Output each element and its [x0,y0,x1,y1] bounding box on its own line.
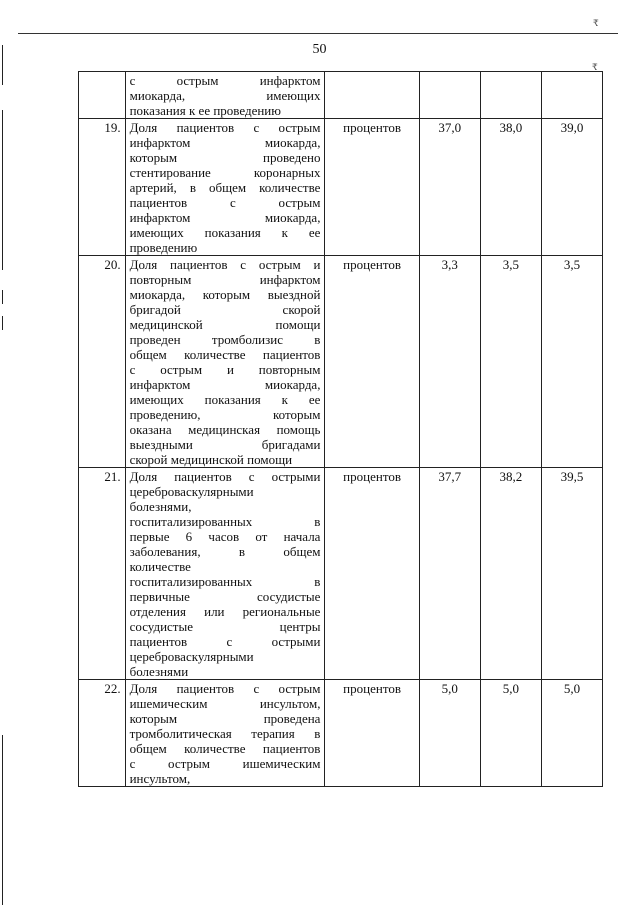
corner-mark: ₹ [593,18,599,28]
value-cell-v2: 3,5 [480,256,541,468]
scan-edge-mark [2,45,3,85]
value-cell-v2: 38,2 [480,468,541,680]
indicator-name-line: первичные сосудистые [129,589,321,604]
indicator-name-line: инсультом, [129,771,191,786]
indicator-name-line: цереброваскулярными [129,649,254,664]
indicator-name-line: выездными бригадами [129,437,321,452]
indicator-name [125,680,325,787]
header-rule [18,33,618,34]
scan-edge-mark [2,316,3,330]
indicator-name [125,256,325,468]
indicator-name [125,72,325,119]
unit-cell [325,72,419,119]
value-cell-v2: 38,0 [480,119,541,256]
unit-cell: процентов [325,468,419,680]
value-cell-v2: 5,0 [480,680,541,787]
indicator-name-line: показания к ее проведению [129,103,281,118]
indicator-name-line: которым проведена [129,711,321,726]
indicator-name-line: оказана медицинская помощь [129,422,321,437]
indicator-name [125,468,325,680]
value-cell-v1 [419,72,480,119]
indicator-name-line: инфарктом миокарда, [129,135,321,150]
page-number: 50 [312,42,327,57]
row-number: 22. [79,680,126,787]
indicator-name-line: цереброваскулярными [129,484,254,499]
indicator-name-line: госпитализированных в [129,514,321,529]
indicator-name-line: общем количестве пациентов [129,347,321,362]
indicator-name-line: первые 6 часов от начала [129,529,321,544]
indicator-name-line: Доля пациентов с острым [129,120,321,135]
table-row [79,72,603,119]
scan-edge-mark [2,290,3,304]
indicator-name-line: проведен тромболизис в [129,332,321,347]
indicator-name-line: миокарда, которым выездной [129,287,321,302]
indicator-name-line: инфарктом миокарда, [129,210,321,225]
value-cell-v2 [480,72,541,119]
value-cell-v1: 3,3 [419,256,480,468]
indicator-name-line: имеющих показания к ее [129,392,321,407]
indicator-name-line: скорой медицинской помощи [129,452,293,467]
row-number: 21. [79,468,126,680]
unit-cell: процентов [325,119,419,256]
indicator-name-line: повторным инфарктом [129,272,321,287]
row-number [79,72,126,119]
row-number: 19. [79,119,126,256]
value-cell-v1: 37,0 [419,119,480,256]
scan-edge-mark [2,110,3,270]
indicator-name-line: артерий, в общем количестве [129,180,321,195]
indicator-name-line: ишемическим инсультом, [129,696,321,711]
indicator-name-line: болезнями [129,664,189,679]
value-cell-v1: 5,0 [419,680,480,787]
row-number: 20. [79,256,126,468]
indicator-name-line: заболевания, в общем [129,544,321,559]
indicator-name-line: Доля пациентов с острыми [129,469,321,484]
table-row [79,468,603,680]
indicator-name-line: пациентов с острыми [129,634,321,649]
table-row [79,680,603,787]
indicator-name-line: Доля пациентов с острым [129,681,321,696]
scan-edge-mark [2,735,3,905]
indicator-name-line: тромболитическая терапия в [129,726,321,741]
unit-cell: процентов [325,256,419,468]
indicator-name-line: имеющих показания к ее [129,225,321,240]
indicator-name-line: инфарктом миокарда, [129,377,321,392]
indicator-name-line: с острым и повторным [129,362,321,377]
indicator-name-line: с острым инфарктом [129,73,321,88]
indicator-name-line: количестве [129,559,191,574]
indicator-name-line: стентирование коронарных [129,165,321,180]
indicator-name-line: сосудистые центры [129,619,321,634]
value-cell-v3: 5,0 [541,680,602,787]
corner-mark: ₹ [592,62,598,72]
indicator-name-line: с острым ишемическим [129,756,321,771]
indicator-name-line: пациентов с острым [129,195,321,210]
indicator-name-line: болезнями, [129,499,192,514]
indicators-table [78,71,603,787]
indicator-name-line: которым проведено [129,150,321,165]
value-cell-v3 [541,72,602,119]
indicator-name-line: проведению, которым [129,407,321,422]
table-row [79,119,603,256]
indicator-name-line: Доля пациентов с острым и [129,257,321,272]
indicator-name-line: бригадой скорой [129,302,321,317]
value-cell-v3: 3,5 [541,256,602,468]
value-cell-v3: 39,5 [541,468,602,680]
indicator-name [125,119,325,256]
value-cell-v1: 37,7 [419,468,480,680]
value-cell-v3: 39,0 [541,119,602,256]
indicator-name-line: отделения или региональные [129,604,321,619]
indicator-name-line: госпитализированных в [129,574,321,589]
indicator-name-line: проведению [129,240,198,255]
indicator-name-line: медицинской помощи [129,317,321,332]
unit-cell: процентов [325,680,419,787]
table-row [79,256,603,468]
indicator-name-line: миокарда, имеющих [129,88,321,103]
indicator-name-line: общем количестве пациентов [129,741,321,756]
